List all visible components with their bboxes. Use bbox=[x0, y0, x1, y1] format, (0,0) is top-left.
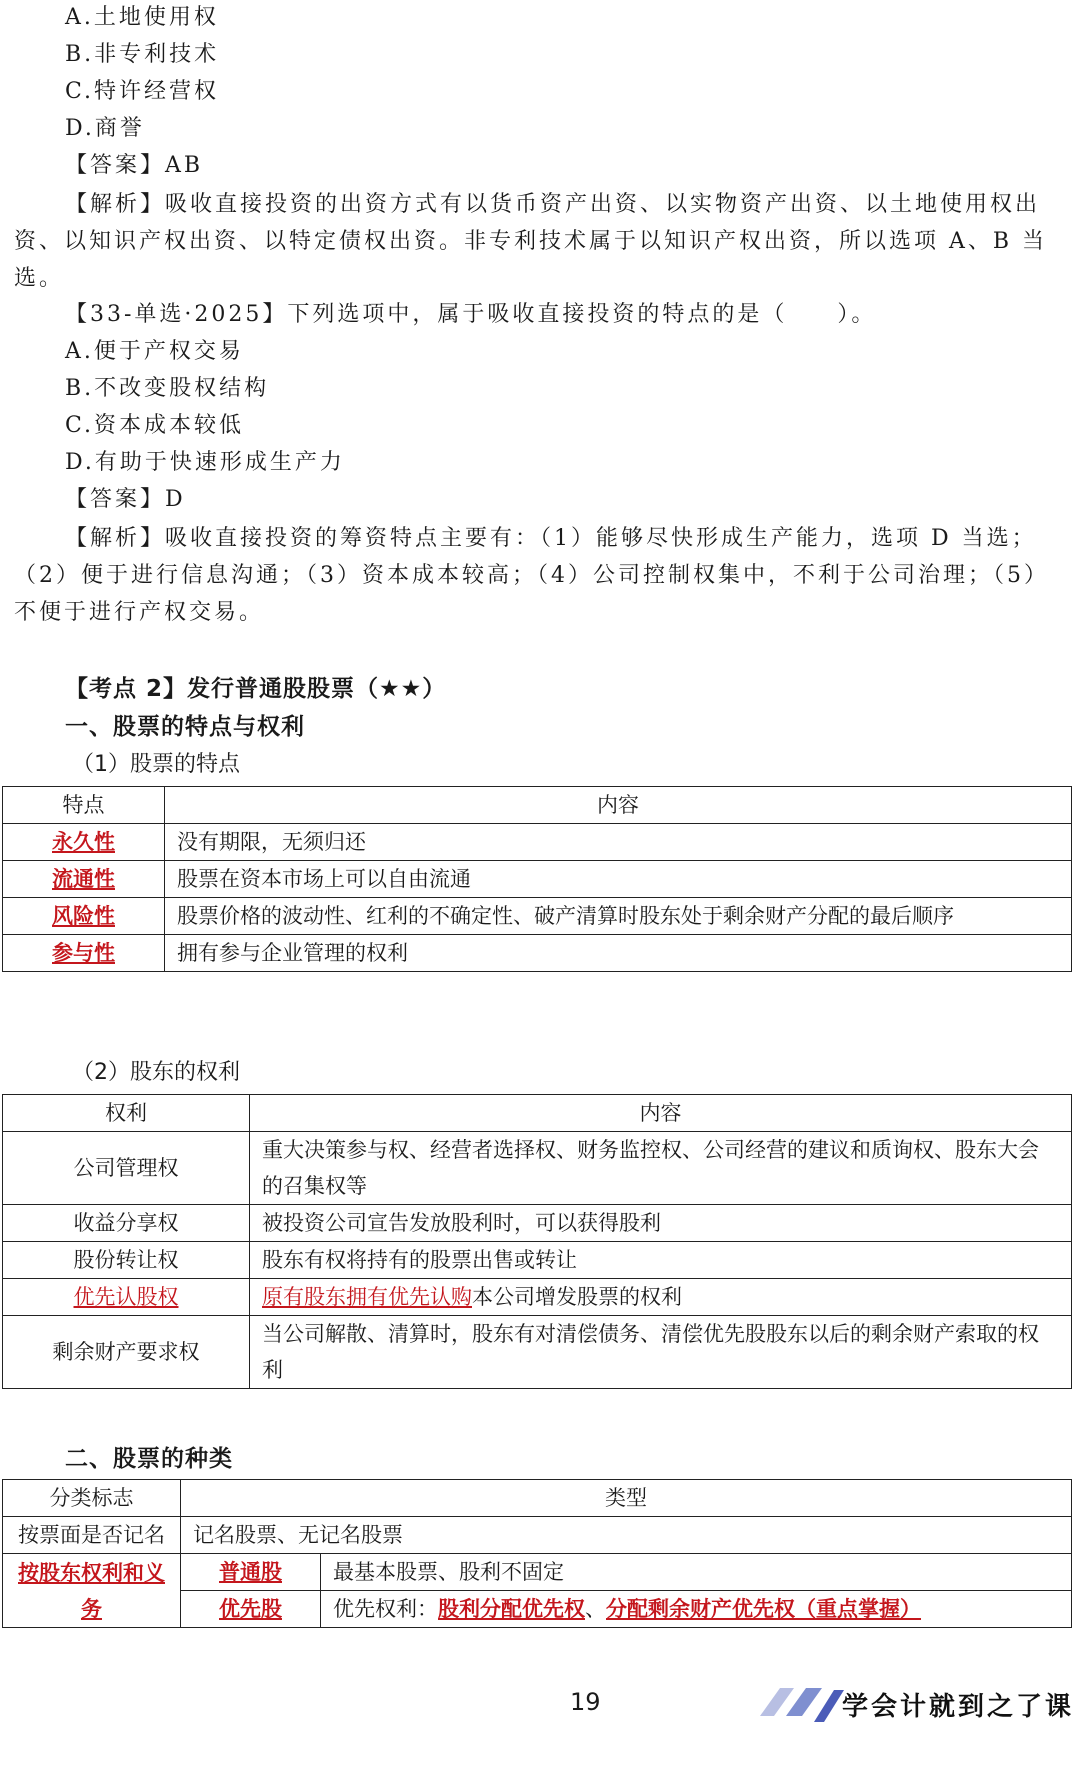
point-title: 【考点 2】发行普通股股票（★★） bbox=[65, 676, 447, 702]
feature-risk: 风险性 bbox=[52, 904, 115, 928]
subheading-features: （1）股票的特点 bbox=[72, 752, 240, 777]
types-cell: 记名股票、无记名股票 bbox=[181, 1517, 1072, 1554]
content-cell: 拥有参与企业管理的权利 bbox=[165, 935, 1072, 972]
brand-text: 学会计就到之了课 bbox=[842, 1692, 1075, 1722]
q33-stem: 【33-单选·2025】下列选项中，属于吸收直接投资的特点的是（ ）。 bbox=[65, 302, 877, 327]
content-cell: 被投资公司宣告发放股利时，可以获得股利 bbox=[250, 1205, 1072, 1242]
type-desc-cell bbox=[321, 1591, 1072, 1628]
header-content: 内容 bbox=[250, 1095, 1072, 1132]
q32-option-c: C.特许经营权 bbox=[65, 79, 220, 104]
type-cell bbox=[181, 1591, 321, 1628]
content-cell: 重大决策参与权、经营者选择权、财务监控权、公司经营的建议和质询权、股东大会的召集权等 bbox=[250, 1132, 1072, 1205]
feature-cell bbox=[3, 898, 165, 935]
right-cell: 收益分享权 bbox=[3, 1205, 250, 1242]
q33-answer: 【答案】D bbox=[65, 487, 186, 512]
feature-liquidity: 流通性 bbox=[52, 867, 115, 891]
content-cell: 没有期限，无须归还 bbox=[165, 824, 1072, 861]
header-basis: 分类标志 bbox=[3, 1480, 181, 1517]
table-header-row bbox=[3, 1480, 1072, 1517]
page-number: 19 bbox=[570, 1688, 601, 1716]
table-row bbox=[3, 824, 1072, 861]
feature-participation: 参与性 bbox=[52, 941, 115, 965]
table-header-row bbox=[3, 787, 1072, 824]
header-content: 内容 bbox=[165, 787, 1072, 824]
q33-option-d: D.有助于快速形成生产力 bbox=[65, 450, 345, 475]
subheading-rights: （2）股东的权利 bbox=[72, 1060, 240, 1085]
right-preemptive: 优先认股权 bbox=[73, 1285, 179, 1309]
type-desc-cell: 最基本股票、股利不固定 bbox=[321, 1554, 1072, 1591]
content-cell bbox=[250, 1279, 1072, 1316]
rights-table bbox=[2, 1094, 1072, 1389]
table-row bbox=[3, 1517, 1072, 1554]
table-row bbox=[3, 1205, 1072, 1242]
stock-types-table bbox=[2, 1479, 1072, 1628]
q32-option-a: A.土地使用权 bbox=[65, 5, 219, 30]
type-common: 普通股 bbox=[219, 1560, 282, 1584]
q33-analysis: 【解析】吸收直接投资的筹资特点主要有：（1）能够尽快形成生产能力，选项 D 当选；（2）便于进行信息沟通；（3）资本成本较高；（4）公司控制权集中，不利于公司治理；（5）不便于进行产权交易。 bbox=[14, 526, 1049, 625]
content-cell: 股票价格的波动性、红利的不确定性、破产清算时股东处于剩余财产分配的最后顺序 bbox=[165, 898, 1072, 935]
q32-answer: 【答案】AB bbox=[65, 153, 204, 178]
table-row bbox=[3, 898, 1072, 935]
table-row bbox=[3, 861, 1072, 898]
table-row bbox=[3, 935, 1072, 972]
header-right: 权利 bbox=[3, 1095, 250, 1132]
q32-option-b: B.非专利技术 bbox=[65, 42, 220, 67]
pref-residual-priority: 分配剩余财产优先权（重点掌握） bbox=[606, 1597, 921, 1621]
type-preferred: 优先股 bbox=[219, 1597, 282, 1621]
feature-cell bbox=[3, 824, 165, 861]
feature-cell bbox=[3, 861, 165, 898]
q33-option-a: A.便于产权交易 bbox=[65, 339, 244, 364]
table-header-row bbox=[3, 1095, 1072, 1132]
type-cell bbox=[181, 1554, 321, 1591]
basis-cell: 按票面是否记名 bbox=[3, 1517, 181, 1554]
q33-option-c: C.资本成本较低 bbox=[65, 413, 245, 438]
pref-prefix: 优先权利： bbox=[333, 1597, 438, 1621]
table-row bbox=[3, 1242, 1072, 1279]
feature-cell bbox=[3, 935, 165, 972]
basis-rights-obligations: 按股东权利和义务 bbox=[18, 1560, 165, 1621]
q32-analysis: 【解析】吸收直接投资的出资方式有以货币资产出资、以实物资产出资、以土地使用权出资、以知识产权出资、以特定债权出资。非专利技术属于以知识产权出资，所以选项 A、B 当选。 bbox=[14, 192, 1048, 291]
basis-cell bbox=[3, 1554, 181, 1628]
right-cell: 股份转让权 bbox=[3, 1242, 250, 1279]
q32-option-d: D.商誉 bbox=[65, 116, 145, 141]
features-table bbox=[2, 786, 1072, 972]
right-cell: 公司管理权 bbox=[3, 1132, 250, 1205]
table-row bbox=[3, 1132, 1072, 1205]
preemptive-rest: 本公司增发股票的权利 bbox=[472, 1285, 682, 1309]
header-feature: 特点 bbox=[3, 787, 165, 824]
header-types: 类型 bbox=[181, 1480, 1072, 1517]
pref-separator: 、 bbox=[585, 1597, 606, 1621]
table-row bbox=[3, 1316, 1072, 1389]
content-cell: 股票在资本市场上可以自由流通 bbox=[165, 861, 1072, 898]
feature-permanence: 永久性 bbox=[52, 830, 115, 854]
table-row bbox=[3, 1279, 1072, 1316]
right-cell bbox=[3, 1279, 250, 1316]
table-row bbox=[3, 1554, 1072, 1591]
content-cell: 股东有权将持有的股票出售或转让 bbox=[250, 1242, 1072, 1279]
right-cell: 剩余财产要求权 bbox=[3, 1316, 250, 1389]
content-cell: 当公司解散、清算时，股东有对清偿债务、清偿优先股股东以后的剩余财产索取的权利 bbox=[250, 1316, 1072, 1389]
heading-features-rights: 一、股票的特点与权利 bbox=[65, 714, 305, 740]
pref-dividend-priority: 股利分配优先权 bbox=[438, 1597, 585, 1621]
q33-option-b: B.不改变股权结构 bbox=[65, 376, 270, 401]
heading-stock-types: 二、股票的种类 bbox=[65, 1446, 233, 1472]
preemptive-highlight: 原有股东拥有优先认购 bbox=[262, 1285, 472, 1309]
